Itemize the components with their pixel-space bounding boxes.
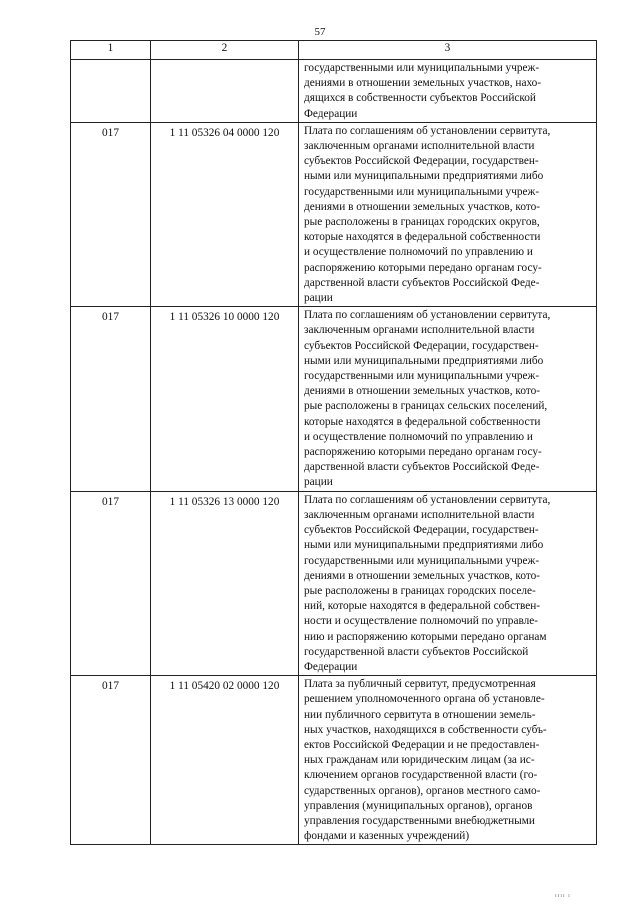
description-line: государственными или муниципальными учреж- xyxy=(304,62,540,74)
description-line: дарственной власти субъектов Российской Феде- xyxy=(304,461,540,474)
description-line: распоряжению которыми передано органам госу- xyxy=(304,261,542,274)
description-line: Плата за публичный сервитут, предусмотренная xyxy=(304,678,536,691)
description-line: нии публичного сервитута в отношении земель- xyxy=(304,708,536,721)
description-line: сударственных органов), органов местного само- xyxy=(304,784,541,797)
description-line: дениями в отношении земельных участков, кото- xyxy=(304,200,541,213)
budget-code-cell: 1 11 05326 13 0000 120 xyxy=(151,491,299,675)
description-line: заключенным органами исполнительной власти xyxy=(304,140,535,153)
description-line: рые расположены в границах городских округов, xyxy=(304,216,540,229)
description-line: ключением органов государственной власти (го- xyxy=(304,769,538,782)
description-line: государственной власти субъектов Российской xyxy=(304,645,529,658)
admin-code-cell: 017 xyxy=(71,491,151,675)
description-line: Плата по соглашениям об установлении сервитута, xyxy=(304,493,551,506)
scan-mark: ıııı ı xyxy=(555,893,571,899)
description-line: субъектов Российской Федерации, государствен- xyxy=(304,524,539,537)
column-header-3: 3 xyxy=(299,41,597,60)
description-line: рации xyxy=(304,476,333,489)
description-line: заключенным органами исполнительной власти xyxy=(304,508,535,521)
admin-code-cell: 017 xyxy=(71,122,151,306)
table-row xyxy=(71,491,597,675)
description-line: ний, которые находятся в федеральной собствен- xyxy=(304,600,541,613)
description-line: фондами и казенных учреждений) xyxy=(304,830,470,843)
description-line: дениями в отношении земельных участков, кото- xyxy=(304,385,541,398)
table-row xyxy=(71,676,597,845)
description-line: рые расположены в границах городских поселе- xyxy=(304,584,536,597)
description-line: ных гражданам или юридическим лицам (за ис- xyxy=(304,754,535,767)
description-line: нию и распоряжению которыми передано органам xyxy=(304,630,547,643)
description-line: государственными или муниципальными учреж- xyxy=(304,185,540,198)
description-line: которые находятся в федеральной собственности xyxy=(304,231,541,244)
description-line: дящихся в собственности субъектов Российской xyxy=(304,92,536,105)
description-line: государственными или муниципальными учреж- xyxy=(304,554,540,567)
budget-code-cell: 1 11 05420 02 0000 120 xyxy=(151,676,299,845)
page-number: 57 xyxy=(314,26,326,38)
table-body xyxy=(71,60,597,845)
admin-code-cell: 017 xyxy=(71,676,151,845)
description-line: и осуществление полномочий по управлению и xyxy=(304,430,533,443)
table-row xyxy=(71,122,597,306)
description-line: дениями в отношении земельных участков, нахо- xyxy=(304,77,542,90)
description-line: которые находятся в федеральной собственности xyxy=(304,415,541,428)
description-cell xyxy=(299,676,597,845)
budget-code-cell: 1 11 05326 04 0000 120 xyxy=(151,122,299,306)
description-line: Плата по соглашениям об установлении сервитута, xyxy=(304,309,551,322)
description-line: Федерации xyxy=(304,660,358,673)
description-line: субъектов Российской Федерации, государствен- xyxy=(304,155,539,168)
description-cell xyxy=(299,491,597,675)
description-line: дениями в отношении земельных участков, кото- xyxy=(304,569,541,582)
description-line: Плата по соглашениям об установлении сервитута, xyxy=(304,124,551,137)
budget-code-cell xyxy=(151,60,299,123)
admin-code-cell: 017 xyxy=(71,307,151,491)
description-line: ными или муниципальными предприятиями либо xyxy=(304,354,544,367)
description-line: субъектов Российской Федерации, государствен- xyxy=(304,339,539,352)
description-line: распоряжению которыми передано органам госу- xyxy=(304,446,542,459)
table-header-row xyxy=(71,41,597,60)
revenue-codes-table xyxy=(70,40,597,845)
column-header-2: 2 xyxy=(151,41,299,60)
description-line: рации xyxy=(304,292,333,305)
admin-code-cell xyxy=(71,60,151,123)
description-line: заключенным органами исполнительной власти xyxy=(304,324,535,337)
description-cell xyxy=(299,122,597,306)
description-line: Федерации xyxy=(304,107,358,120)
description-line: ектов Российской Федерации и не предоставлен- xyxy=(304,738,540,751)
description-line: управления (муниципальных органов), органов xyxy=(304,799,533,812)
description-line: рые расположены в границах сельских поселений, xyxy=(304,400,548,413)
description-cell xyxy=(299,307,597,491)
description-line: и осуществление полномочий по управлению и xyxy=(304,246,533,259)
description-line: решением уполномоченного органа об установле- xyxy=(304,693,545,706)
description-line: управления государственными внебюджетными xyxy=(304,814,535,827)
table-row xyxy=(71,307,597,491)
description-cell xyxy=(299,60,597,123)
budget-code-cell: 1 11 05326 10 0000 120 xyxy=(151,307,299,491)
description-line: дарственной власти субъектов Российской Феде- xyxy=(304,276,540,289)
description-line: государственными или муниципальными учреж- xyxy=(304,370,540,383)
description-line: ными или муниципальными предприятиями либо xyxy=(304,539,544,552)
description-line: ности и осуществление полномочий по управле- xyxy=(304,615,539,628)
description-line: ными или муниципальными предприятиями либо xyxy=(304,170,544,183)
column-header-1: 1 xyxy=(71,41,151,60)
description-line: ных участков, находящихся в собственности субъ- xyxy=(304,723,547,736)
table-row xyxy=(71,60,597,123)
